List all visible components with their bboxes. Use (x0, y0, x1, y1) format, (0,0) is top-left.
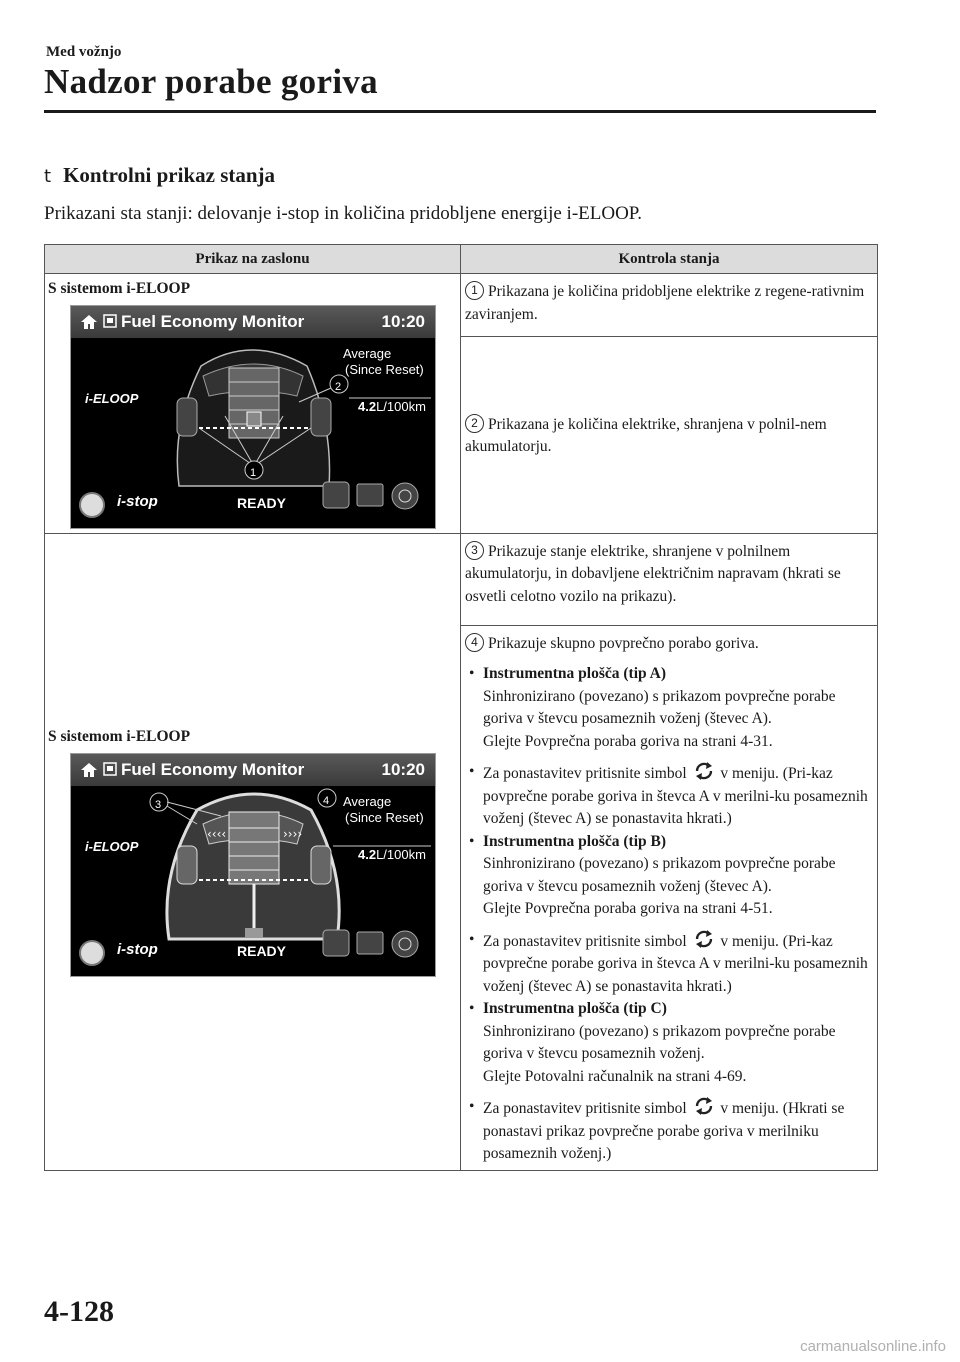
callout-1: 1 (250, 466, 257, 479)
bullet-text: Sinhronizirano (povezano) s prikazom povprečne porabe goriva v števcu posameznih voženj (števec A). (483, 855, 836, 895)
status-cell-4 (461, 625, 878, 1170)
subsection-heading (44, 163, 275, 188)
table-row (45, 274, 878, 337)
ready-label: READY (237, 942, 287, 959)
item-number: 4 (465, 633, 484, 652)
item-number: 2 (465, 414, 484, 433)
fuel-readout (358, 396, 426, 419)
callout-4: 4 (323, 794, 330, 807)
bullet-ref: Glejte Povprečna poraba goriva na strani 4-31. (483, 732, 773, 750)
fuel-unit: L/100km (376, 398, 426, 414)
bullet-text: Sinhronizirano (povezano) s prikazom povprečne porabe goriva v števcu posameznih voženj (števec A). (483, 687, 836, 727)
list-item: • Za ponastavitev pritisnite simbol v meniju. (Hkrati se ponastavi prikaz povprečne porabe goriva v merilniku posameznih voženj.) (469, 1098, 845, 1162)
eloop-label: i-ELOOP (85, 838, 139, 854)
average-text: Average (343, 793, 392, 809)
since-reset-text: (Since Reset) (345, 809, 424, 825)
fuel-value: 4.2 (358, 398, 377, 414)
fuel-readout (358, 844, 426, 867)
bullet-ref: Glejte Potovalni računalnik na strani 4-69. (483, 1067, 747, 1085)
bullet-title: Instrumentna plošča (tip B) (483, 832, 667, 850)
list-item: • Instrumentna plošča (tip A) Sinhronizirano (povezano) s prikazom povprečne porabe goriva v števcu posameznih voženj (števec A). Glejte Povprečna poraba goriva na strani 4-31. (465, 663, 871, 753)
svg-text:‹‹‹‹: ‹‹‹‹ (207, 826, 227, 841)
section-label: Med vožnjo (46, 44, 122, 60)
table-row (45, 533, 878, 625)
col-header-status: Kontrola stanja (461, 245, 878, 274)
status-cell-2 (461, 337, 878, 533)
screen-time: 10:20 (381, 759, 425, 779)
bullet-text: Sinhronizirano (povezano) s prikazom povprečne porabe goriva v števcu posameznih voženj. (483, 1022, 836, 1062)
item-text: Prikazuje stanje elektrike, shranjene v polnilnem akumulatorju, in dobavljene električnim napravam (hkrati se osvetli celotno vozilo na prikazu). (465, 542, 841, 605)
item-text: Prikazuje skupno povprečno porabo goriva. (488, 634, 759, 652)
screen-cell-1 (45, 274, 461, 534)
scroll-up-button (79, 492, 105, 518)
svg-text:››››: ›››› (283, 826, 303, 841)
page-title: Nadzor porabe goriva (44, 62, 378, 101)
average-text: Average (343, 345, 392, 361)
screen-title: Fuel Economy Monitor (121, 311, 305, 331)
col-header-display: Prikaz na zaslonu (45, 245, 461, 274)
reset-text-pre: Za ponastavitev pritisnite simbol (483, 932, 687, 950)
status-cell-1 (461, 274, 878, 337)
average-label (343, 794, 424, 826)
istop-label: i-stop (117, 492, 158, 510)
page-number: 4-128 (44, 1295, 114, 1328)
list-item: • Instrumentna plošča (tip C) Sinhronizirano (povezano) s prikazom povprečne porabe goriva v števcu posameznih voženj. Glejte Potovalni računalnik na strani 4-69. (465, 998, 871, 1088)
reset-text-post: v meniju. (Pri-kaz povprečne porabe goriva in števca A v merilni-ku posameznih voženj (števec A) se ponastavita hkrati.) (483, 932, 868, 995)
reset-icon (693, 761, 715, 781)
status-cell-3 (461, 533, 878, 625)
fuel-unit: L/100km (376, 846, 426, 862)
table-header-row (45, 245, 878, 274)
status-table (44, 244, 878, 1171)
item-number: 1 (465, 281, 484, 300)
fuel-monitor-screen (70, 753, 436, 977)
scroll-up-button (79, 940, 105, 966)
since-reset-text: (Since Reset) (345, 361, 424, 377)
watermark: carmanualsonline.info (800, 1338, 946, 1355)
eloop-label: i-ELOOP (85, 390, 139, 406)
row-label: S sistemom i-ELOOP (48, 728, 191, 746)
istop-label: i-stop (117, 940, 158, 958)
screen-title: Fuel Economy Monitor (121, 759, 305, 779)
ready-label: READY (237, 494, 287, 511)
screen-cell-2 (45, 533, 461, 1170)
callout-2: 2 (335, 380, 342, 393)
item-number: 3 (465, 541, 484, 560)
fuel-value: 4.2 (358, 846, 377, 862)
reset-text-pre: Za ponastavitev pritisnite simbol (483, 1100, 687, 1117)
row-label: S sistemom i-ELOOP (48, 280, 191, 297)
list-item: • Za ponastavitev pritisnite simbol v meniju. (Pri-kaz povprečne porabe goriva in števca A v merilni-ku posameznih voženj (števec A) se ponastavita hkrati.) (469, 930, 868, 995)
bullet-title: Instrumentna plošča (tip C) (483, 1000, 667, 1017)
item-text: Prikazana je količina pridobljene elektrike z regene-rativnim zaviranjem. (465, 283, 865, 323)
bullet-ref: Glejte Povprečna poraba goriva na strani 4-51. (483, 900, 773, 917)
reset-icon (693, 1096, 715, 1116)
reset-text-post: v meniju. (Pri-kaz povprečne porabe goriva in števca A v merilni-ku posameznih voženj (števec A) se ponastavita hkrati.) (483, 765, 868, 827)
callout-3: 3 (155, 798, 162, 811)
intro-text: Prikazani sta stanji: delovanje i-stop in količina pridobljene energije i-ELOOP. (44, 203, 643, 224)
list-item: • Instrumentna plošča (tip B) Sinhronizirano (povezano) s prikazom povprečne porabe goriva v števcu posameznih voženj (števec A). Glejte Povprečna poraba goriva na strani 4-51. (465, 831, 871, 921)
reset-icon (693, 929, 715, 949)
title-rule (44, 110, 876, 113)
screen-time: 10:20 (381, 311, 425, 331)
subsection-bullet: t (44, 166, 52, 187)
reset-text-post: v meniju. (Hkrati se ponastavi prikaz povprečne porabe goriva v merilniku posameznih voženj.) (483, 1100, 845, 1162)
average-label (343, 346, 424, 378)
subsection-title: Kontrolni prikaz stanja (63, 163, 276, 187)
reset-text-pre: Za ponastavitev pritisnite simbol (483, 765, 687, 782)
bullet-title: Instrumentna plošča (tip A) (483, 665, 667, 682)
item-text: Prikazana je količina elektrike, shranjena v polnil-nem akumulatorju. (465, 415, 827, 456)
fuel-monitor-screen (70, 305, 436, 529)
list-item: • Za ponastavitev pritisnite simbol v meniju. (Pri-kaz povprečne porabe goriva in števca A v merilni-ku posameznih voženj (števec A) se ponastavita hkrati.) (469, 763, 868, 827)
